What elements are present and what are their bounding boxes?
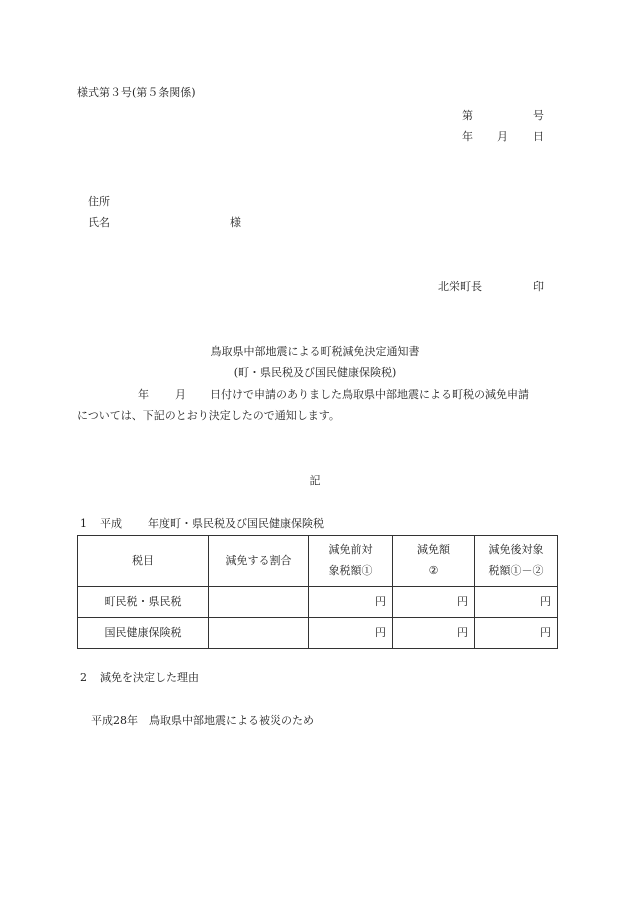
doc-number-dai: 第	[462, 109, 473, 122]
ki-heading: 記	[309, 474, 321, 487]
tax-item-cell: 国民健康保険税	[78, 618, 209, 649]
date-year: 年	[462, 130, 473, 143]
tax-table	[77, 535, 558, 649]
name-label: 氏名	[88, 216, 110, 229]
section2-number: 2	[80, 671, 87, 684]
doc-number-go: 号	[533, 109, 544, 122]
section2-text: 減免を決定した理由	[100, 671, 199, 684]
pre-tax-cell: 円	[309, 587, 393, 618]
address-label: 住所	[88, 195, 110, 208]
reduction-amount-cell: 円	[393, 587, 475, 618]
post-tax-cell: 円	[475, 618, 558, 649]
reduction-amount-cell: 円	[393, 618, 475, 649]
issuer-name: 北栄町長	[438, 280, 482, 293]
header-reduction-amount: 減免額 ②	[393, 536, 475, 587]
header-pre-reduction-tax: 減免前対 象税額①	[309, 536, 393, 587]
header-tax-item: 税目	[78, 536, 209, 587]
header-reduction-rate: 減免する割合	[209, 536, 309, 587]
date-month: 月	[497, 130, 508, 143]
pre-tax-cell: 円	[309, 618, 393, 649]
date-day: 日	[533, 130, 544, 143]
tax-item-cell: 町民税・県民税	[78, 587, 209, 618]
reduction-rate-cell	[209, 618, 309, 649]
document-title: 鳥取県中部地震による町税減免決定通知書	[210, 345, 420, 358]
body-year: 年	[138, 388, 149, 401]
body-line1: 日付けで申請のありました鳥取県中部地震による町税の減免申請	[210, 388, 529, 401]
reduction-rate-cell	[209, 587, 309, 618]
section1-prefix: 平成	[100, 517, 122, 530]
seal-mark: 印	[533, 280, 544, 293]
section1-text: 年度町・県民税及び国民健康保険税	[148, 517, 324, 530]
body-month: 月	[175, 388, 186, 401]
reason-text: 平成28年 鳥取県中部地震による被災のため	[91, 714, 314, 727]
post-tax-cell: 円	[475, 587, 558, 618]
header-post-reduction-tax: 減免後対象 税額①－②	[475, 536, 558, 587]
form-number: 様式第３号(第５条関係)	[77, 86, 196, 99]
body-line2: については、下記のとおり決定したので通知します。	[77, 409, 340, 422]
section1-number: 1	[80, 517, 87, 530]
document-subtitle: (町・県民税及び国民健康保険税)	[233, 366, 397, 379]
table-row	[78, 618, 558, 649]
tax-table-header-row	[78, 536, 558, 587]
table-row	[78, 587, 558, 618]
honorific: 様	[230, 216, 241, 229]
